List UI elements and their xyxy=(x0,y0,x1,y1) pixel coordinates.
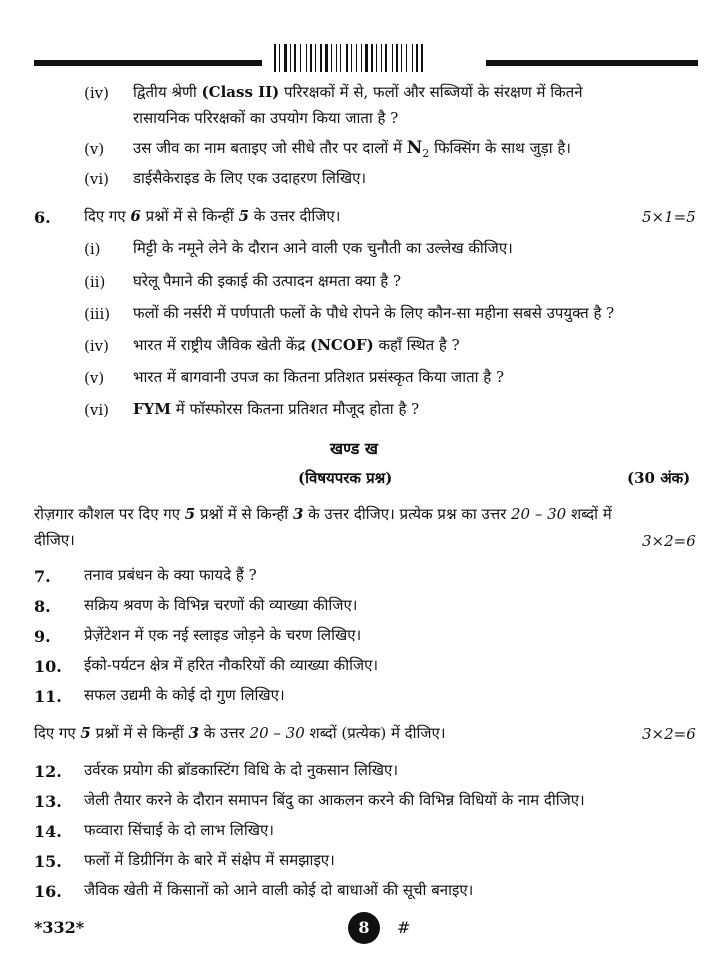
instr1-range: 20 – 30 xyxy=(510,505,567,523)
q6-v-text: भारत में बागवानी उपज का कितना प्रतिशत प्रसंस्कृत किया जाता है ? xyxy=(133,368,505,386)
q8-text: सक्रिय श्रवण के विभिन्न चरणों की व्याख्या कीजिए। xyxy=(84,596,358,614)
q6-number: 6. xyxy=(34,208,51,227)
section-total-marks: (30 अंक) xyxy=(627,469,691,487)
instruction-2 xyxy=(34,723,446,743)
q6-v-roman: (v) xyxy=(84,369,105,387)
header-rule-left xyxy=(34,60,262,66)
q5-iv-bold: (Class II) xyxy=(201,83,280,101)
footer-hash: # xyxy=(397,918,411,937)
q5-v-n: N xyxy=(406,138,423,158)
q6-iv-pre: भारत में राष्ट्रीय जैविक खेती केंद्र xyxy=(133,336,311,354)
q6-i-text: मिट्टी के नमूने लेने के दौरान आने वाली एक चुनौती का उल्लेख कीजिए। xyxy=(133,239,513,257)
q6-instr-mid: प्रश्नों में से किन्हीं xyxy=(140,207,239,225)
q16-text: जैविक खेती में किसानों को आने वाली कोई दो बाधाओं की सूची बनाइए। xyxy=(84,881,474,899)
q14-text: फव्वारा सिंचाई के दो लाभ लिखिए। xyxy=(84,821,274,839)
page-number: 8 xyxy=(348,912,380,944)
q16-number: 16. xyxy=(34,882,62,901)
instr1-n1: 5 xyxy=(184,505,196,523)
q5-v-sub: 2 xyxy=(422,147,430,160)
q5-iv-text xyxy=(133,82,583,102)
q7-number: 7. xyxy=(34,567,51,586)
instr2-mid2: के उत्तर xyxy=(199,724,250,742)
q15-text: फलों में डिग्रीनिंग के बारे में संक्षेप में समझाइए। xyxy=(84,851,335,869)
q14-number: 14. xyxy=(34,822,62,841)
q5-iv-post: परिरक्षकों में से, फलों और सब्जियों के संरक्षण में कितने xyxy=(279,83,583,101)
q10-text: ईको-पर्यटन क्षेत्र में हरित नौकरियों की व्याख्या कीजिए। xyxy=(84,656,379,674)
footer-code: *332* xyxy=(34,918,85,937)
marks-group2: 3×2=6 xyxy=(642,725,696,743)
q6-iv-post: कहाँ स्थित है ? xyxy=(373,336,460,354)
marks-group1: 3×2=6 xyxy=(642,532,696,550)
q5-iv-pre: द्वितीय श्रेणी xyxy=(133,83,202,101)
instr1-n2: 3 xyxy=(292,505,304,523)
section-subtitle: (विषयपरक प्रश्न) xyxy=(298,469,393,487)
instr1-mid: प्रश्नों में से किन्हीं xyxy=(195,505,293,523)
q7-text: तनाव प्रबंधन के क्या फायदे हैं ? xyxy=(84,566,257,584)
q6-ii-text: घरेलू पैमाने की इकाई की उत्पादन क्षमता क्या है ? xyxy=(133,272,402,290)
q6-instr-post: के उत्तर दीजिए। xyxy=(249,207,341,225)
q5-v-text xyxy=(133,138,571,160)
q5-vi-roman: (vi) xyxy=(84,170,109,188)
q6-vi-text xyxy=(133,399,419,419)
q5-vi-text: डाईसैकेराइड के लिए एक उदाहरण लिखिए। xyxy=(133,169,367,187)
q6-instr-n2: 5 xyxy=(238,207,250,225)
instr2-n2: 3 xyxy=(188,724,200,742)
section-title: खण्ड ख xyxy=(330,439,378,458)
instr2-pre: दिए गए xyxy=(34,724,81,742)
q6-ii-roman: (ii) xyxy=(84,273,106,291)
q6-i-roman: (i) xyxy=(84,240,101,258)
q6-vi-post: में फॉस्फोरस कितना प्रतिशत मौजूद होता है ? xyxy=(170,400,420,418)
q5-iv-roman: (iv) xyxy=(84,84,109,102)
q12-number: 12. xyxy=(34,762,62,781)
q11-number: 11. xyxy=(34,687,62,706)
instr2-mid: प्रश्नों में से किन्हीं xyxy=(90,724,189,742)
q6-instruction xyxy=(84,206,340,226)
q13-number: 13. xyxy=(34,792,62,811)
q6-iv-text xyxy=(133,335,460,355)
q8-number: 8. xyxy=(34,597,51,616)
q6-vi-bold: FYM xyxy=(133,400,171,418)
instruction-1-line2: दीजिए। xyxy=(34,531,75,549)
q5-v-roman: (v) xyxy=(84,140,105,158)
instr1-post: शब्दों में xyxy=(566,505,612,523)
q5-v-pre: उस जीव का नाम बताइए जो सीधे तौर पर दालों में xyxy=(133,139,407,157)
q11-text: सफल उद्यमी के कोई दो गुण लिखिए। xyxy=(84,686,285,704)
q6-iv-roman: (iv) xyxy=(84,337,109,355)
q9-number: 9. xyxy=(34,627,51,646)
q10-number: 10. xyxy=(34,657,62,676)
q9-text: प्रेज़ेंटेशन में एक नई स्लाइड जोड़ने के चरण लिखिए। xyxy=(84,626,362,644)
q6-iv-bold: (NCOF) xyxy=(310,336,374,354)
q6-instr-pre: दिए गए xyxy=(84,207,131,225)
q6-marks: 5×1=5 xyxy=(642,208,696,226)
q12-text: उर्वरक प्रयोग की ब्रॉडकास्टिंग विधि के दो नुकसान लिखिए। xyxy=(84,761,399,779)
instr1-mid2: के उत्तर दीजिए। प्रत्येक प्रश्न का उत्तर xyxy=(303,505,511,523)
q6-vi-roman: (vi) xyxy=(84,401,109,419)
instr1-pre: रोज़गार कौशल पर दिए गए xyxy=(34,505,185,523)
q6-iii-roman: (iii) xyxy=(84,305,111,323)
q5-iv-text-line2: रासायनिक परिरक्षकों का उपयोग किया जाता है ? xyxy=(133,109,399,127)
barcode-icon xyxy=(274,44,468,72)
q13-text: जेली तैयार करने के दौरान समापन बिंदु का आकलन करने की विभिन्न विधियों के नाम दीजिए। xyxy=(84,791,585,809)
instr2-post: शब्दों (प्रत्येक) में दीजिए। xyxy=(304,724,446,742)
q6-instr-n1: 6 xyxy=(130,207,141,225)
instruction-1 xyxy=(34,504,612,524)
q15-number: 15. xyxy=(34,852,62,871)
instr2-range: 20 – 30 xyxy=(249,724,305,742)
q5-v-post: फिक्सिंग के साथ जुड़ा है। xyxy=(429,139,571,157)
q6-iii-text: फलों की नर्सरी में पर्णपाती फलों के पौधे रोपने के लिए कौन-सा महीना सबसे उपयुक्त है ? xyxy=(133,304,615,322)
header-rule-right xyxy=(486,60,698,66)
instr2-n1: 5 xyxy=(80,724,91,742)
